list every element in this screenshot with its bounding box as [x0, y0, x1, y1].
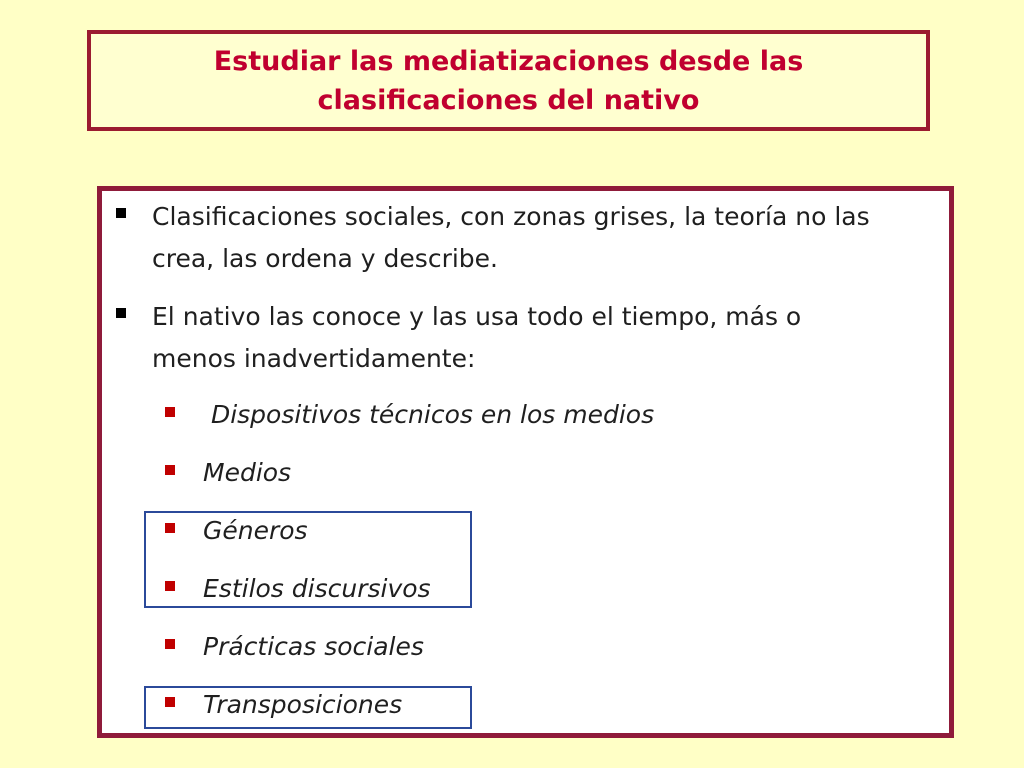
square-bullet-icon: [116, 208, 126, 218]
sub-item-medios: Medios: [203, 458, 292, 487]
sub-item-estilos: Estilos discursivos: [203, 574, 431, 603]
red-square-bullet-icon: [165, 639, 175, 649]
bullet-2-line-2: menos inadvertidamente:: [152, 344, 476, 373]
bullet-1-line-2: crea, las ordena y describe.: [152, 244, 498, 273]
highlight-box-generos-estilos: [144, 511, 472, 608]
sub-item-transposiciones: Transposiciones: [203, 690, 403, 719]
bullet-2-line-1: El nativo las conoce y las usa todo el tiempo, más o: [152, 302, 802, 331]
highlight-box-transposiciones: [144, 686, 472, 729]
bullet-1-line-1: Clasificaciones sociales, con zonas grises, la teoría no las: [152, 202, 870, 231]
square-bullet-icon: [116, 308, 126, 318]
red-square-bullet-icon: [165, 407, 175, 417]
sub-item-practicas: Prácticas sociales: [203, 632, 424, 661]
sub-item-dispositivos: Dispositivos técnicos en los medios: [203, 400, 655, 429]
red-square-bullet-icon: [165, 465, 175, 475]
slide-title-line-1: Estudiar las mediatizaciones desde las: [213, 45, 804, 77]
slide-title-box: [87, 30, 930, 131]
sub-item-generos: Géneros: [203, 516, 308, 545]
slide-title-line-2: clasificaciones del nativo: [317, 84, 700, 116]
